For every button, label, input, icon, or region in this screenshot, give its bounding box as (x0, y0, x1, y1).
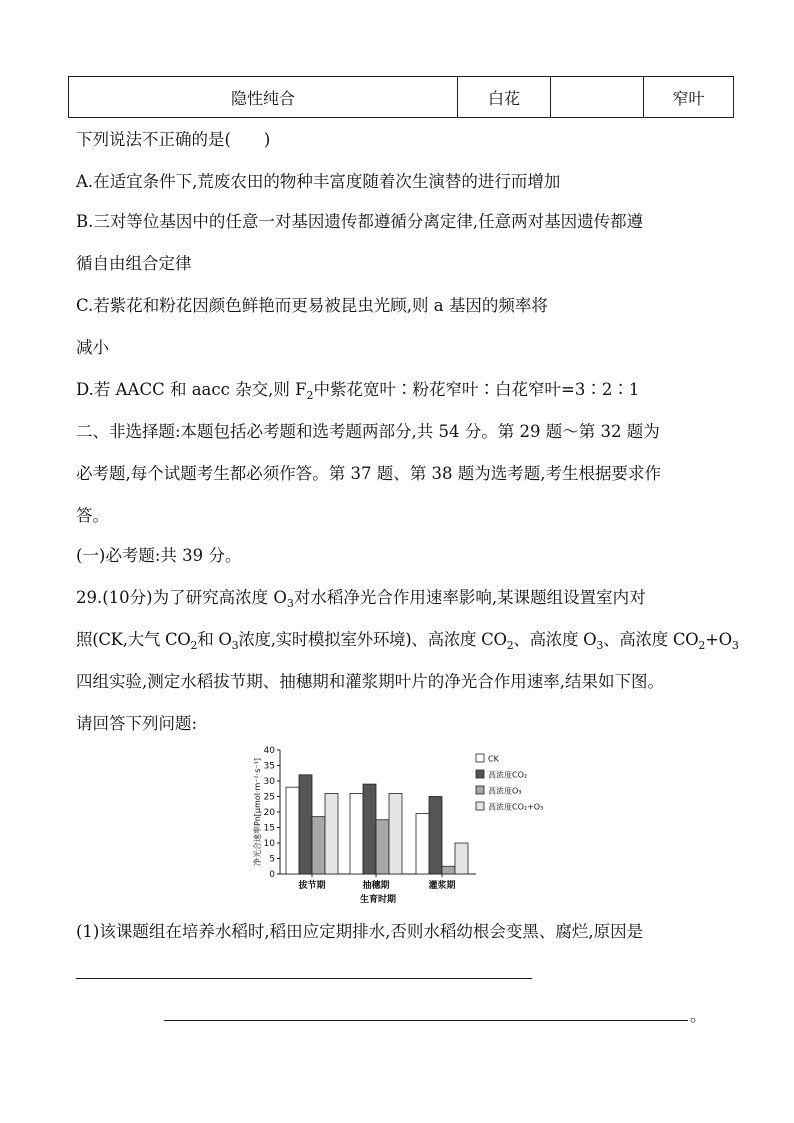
y-tick-label: 10 (263, 839, 275, 849)
legend-label: CK (488, 754, 499, 764)
question-stem: 下列说法不正确的是( ) (76, 130, 271, 149)
bar (442, 866, 455, 874)
bar (455, 843, 468, 874)
bar (389, 793, 402, 874)
y-tick-label: 20 (263, 808, 275, 818)
bar (312, 817, 325, 874)
q29-line2: 照(CK,大气 $CO_2$和 $O_3$浓度,实时模拟室外环境)、高浓度 $CO_2$、高浓度 $O_3$、高浓度 $CO_2+O_3$ (76, 630, 739, 652)
y-axis-label: 净光合速率Pn[μmol·m⁻²·s⁻¹] (253, 758, 262, 866)
x-tick-label: 灌浆期 (428, 881, 456, 891)
section2-line2: 必考题,每个试题考生都必须作答。第 37 题、第 38 题为选考题,考生根据要求作 (76, 464, 661, 483)
x-axis-label: 生育时期 (359, 895, 397, 905)
q29-line3: 四组实验,测定水稻拔节期、抽穗期和灌浆期叶片的净光合作用速率,结果如下图。 (76, 672, 664, 691)
legend-swatch (476, 786, 484, 794)
bar-chart (248, 742, 568, 912)
answer-blank-line1[interactable] (76, 978, 532, 979)
genotype-table (68, 76, 734, 118)
option-c-line2: 减小 (76, 338, 109, 357)
table-cell-leaf: 窄叶 (644, 77, 734, 118)
section2-line1: 二、非选择题:本题包括必考题和选考题两部分,共 54 分。第 29 题～第 32 题为 (76, 422, 660, 441)
table-cell-genotype: 隐性纯合 (69, 77, 458, 118)
bar (299, 775, 312, 874)
legend-swatch (476, 770, 484, 778)
legend-label: 高浓度O₃ (488, 786, 522, 796)
table-row (69, 77, 734, 118)
option-d: D.若 AACC 和 aacc 杂交,则 $F_2$中紫花宽叶∶粉花窄叶∶白花窄叶=3∶2∶1 (76, 380, 640, 402)
y-tick-label: 25 (263, 792, 275, 803)
bar (325, 793, 338, 874)
y-tick-label: 40 (263, 746, 275, 756)
bar (363, 784, 376, 874)
q29-line1: 29.(10分)为了研究高浓度 $O_3$对水稻净光合作用速率影响,某课题组设置室内对 (76, 588, 646, 610)
option-a: A.在适宜条件下,荒废农田的物种丰富度随着次生演替的进行而增加 (76, 172, 561, 191)
section2-line3: 答。 (76, 506, 109, 525)
end-mark: 。 (690, 1006, 707, 1025)
y-tick-label: 5 (269, 854, 275, 865)
required-section-heading: (一)必考题:共 39 分。 (76, 546, 242, 565)
y-tick-label: 30 (263, 777, 275, 787)
x-tick-label: 抽穗期 (362, 881, 390, 891)
bar (429, 797, 442, 875)
table-cell-empty (551, 77, 644, 118)
q29-line4: 请回答下列问题: (76, 714, 198, 733)
option-b-line2: 循自由组合定律 (76, 254, 192, 273)
x-tick-label: 拔节期 (298, 881, 326, 891)
bar (286, 787, 299, 874)
legend-label: 高浓度CO₂+O₃ (488, 802, 544, 812)
table-cell-flower: 白花 (458, 77, 551, 118)
legend-swatch (476, 802, 484, 810)
bar (350, 793, 363, 874)
bar (416, 814, 429, 874)
bar (376, 820, 389, 874)
y-tick-label: 35 (263, 761, 275, 772)
q29-sub1: (1)该课题组在培养水稻时,稻田应定期排水,否则水稻幼根会变黑、腐烂,原因是 (76, 922, 644, 941)
option-b-line1: B.三对等位基因中的任意一对基因遗传都遵循分离定律,任意两对基因遗传都遵 (76, 212, 644, 231)
legend-label: 高浓度CO₂ (488, 770, 528, 780)
option-c-line1: C.若紫花和粉花因颜色鲜艳而更易被昆虫光顾,则 a 基因的频率将 (76, 296, 548, 315)
y-tick-label: 15 (263, 823, 275, 834)
answer-blank-line2[interactable] (164, 1020, 688, 1021)
legend-swatch (476, 754, 484, 762)
y-tick-label: 0 (269, 870, 275, 880)
